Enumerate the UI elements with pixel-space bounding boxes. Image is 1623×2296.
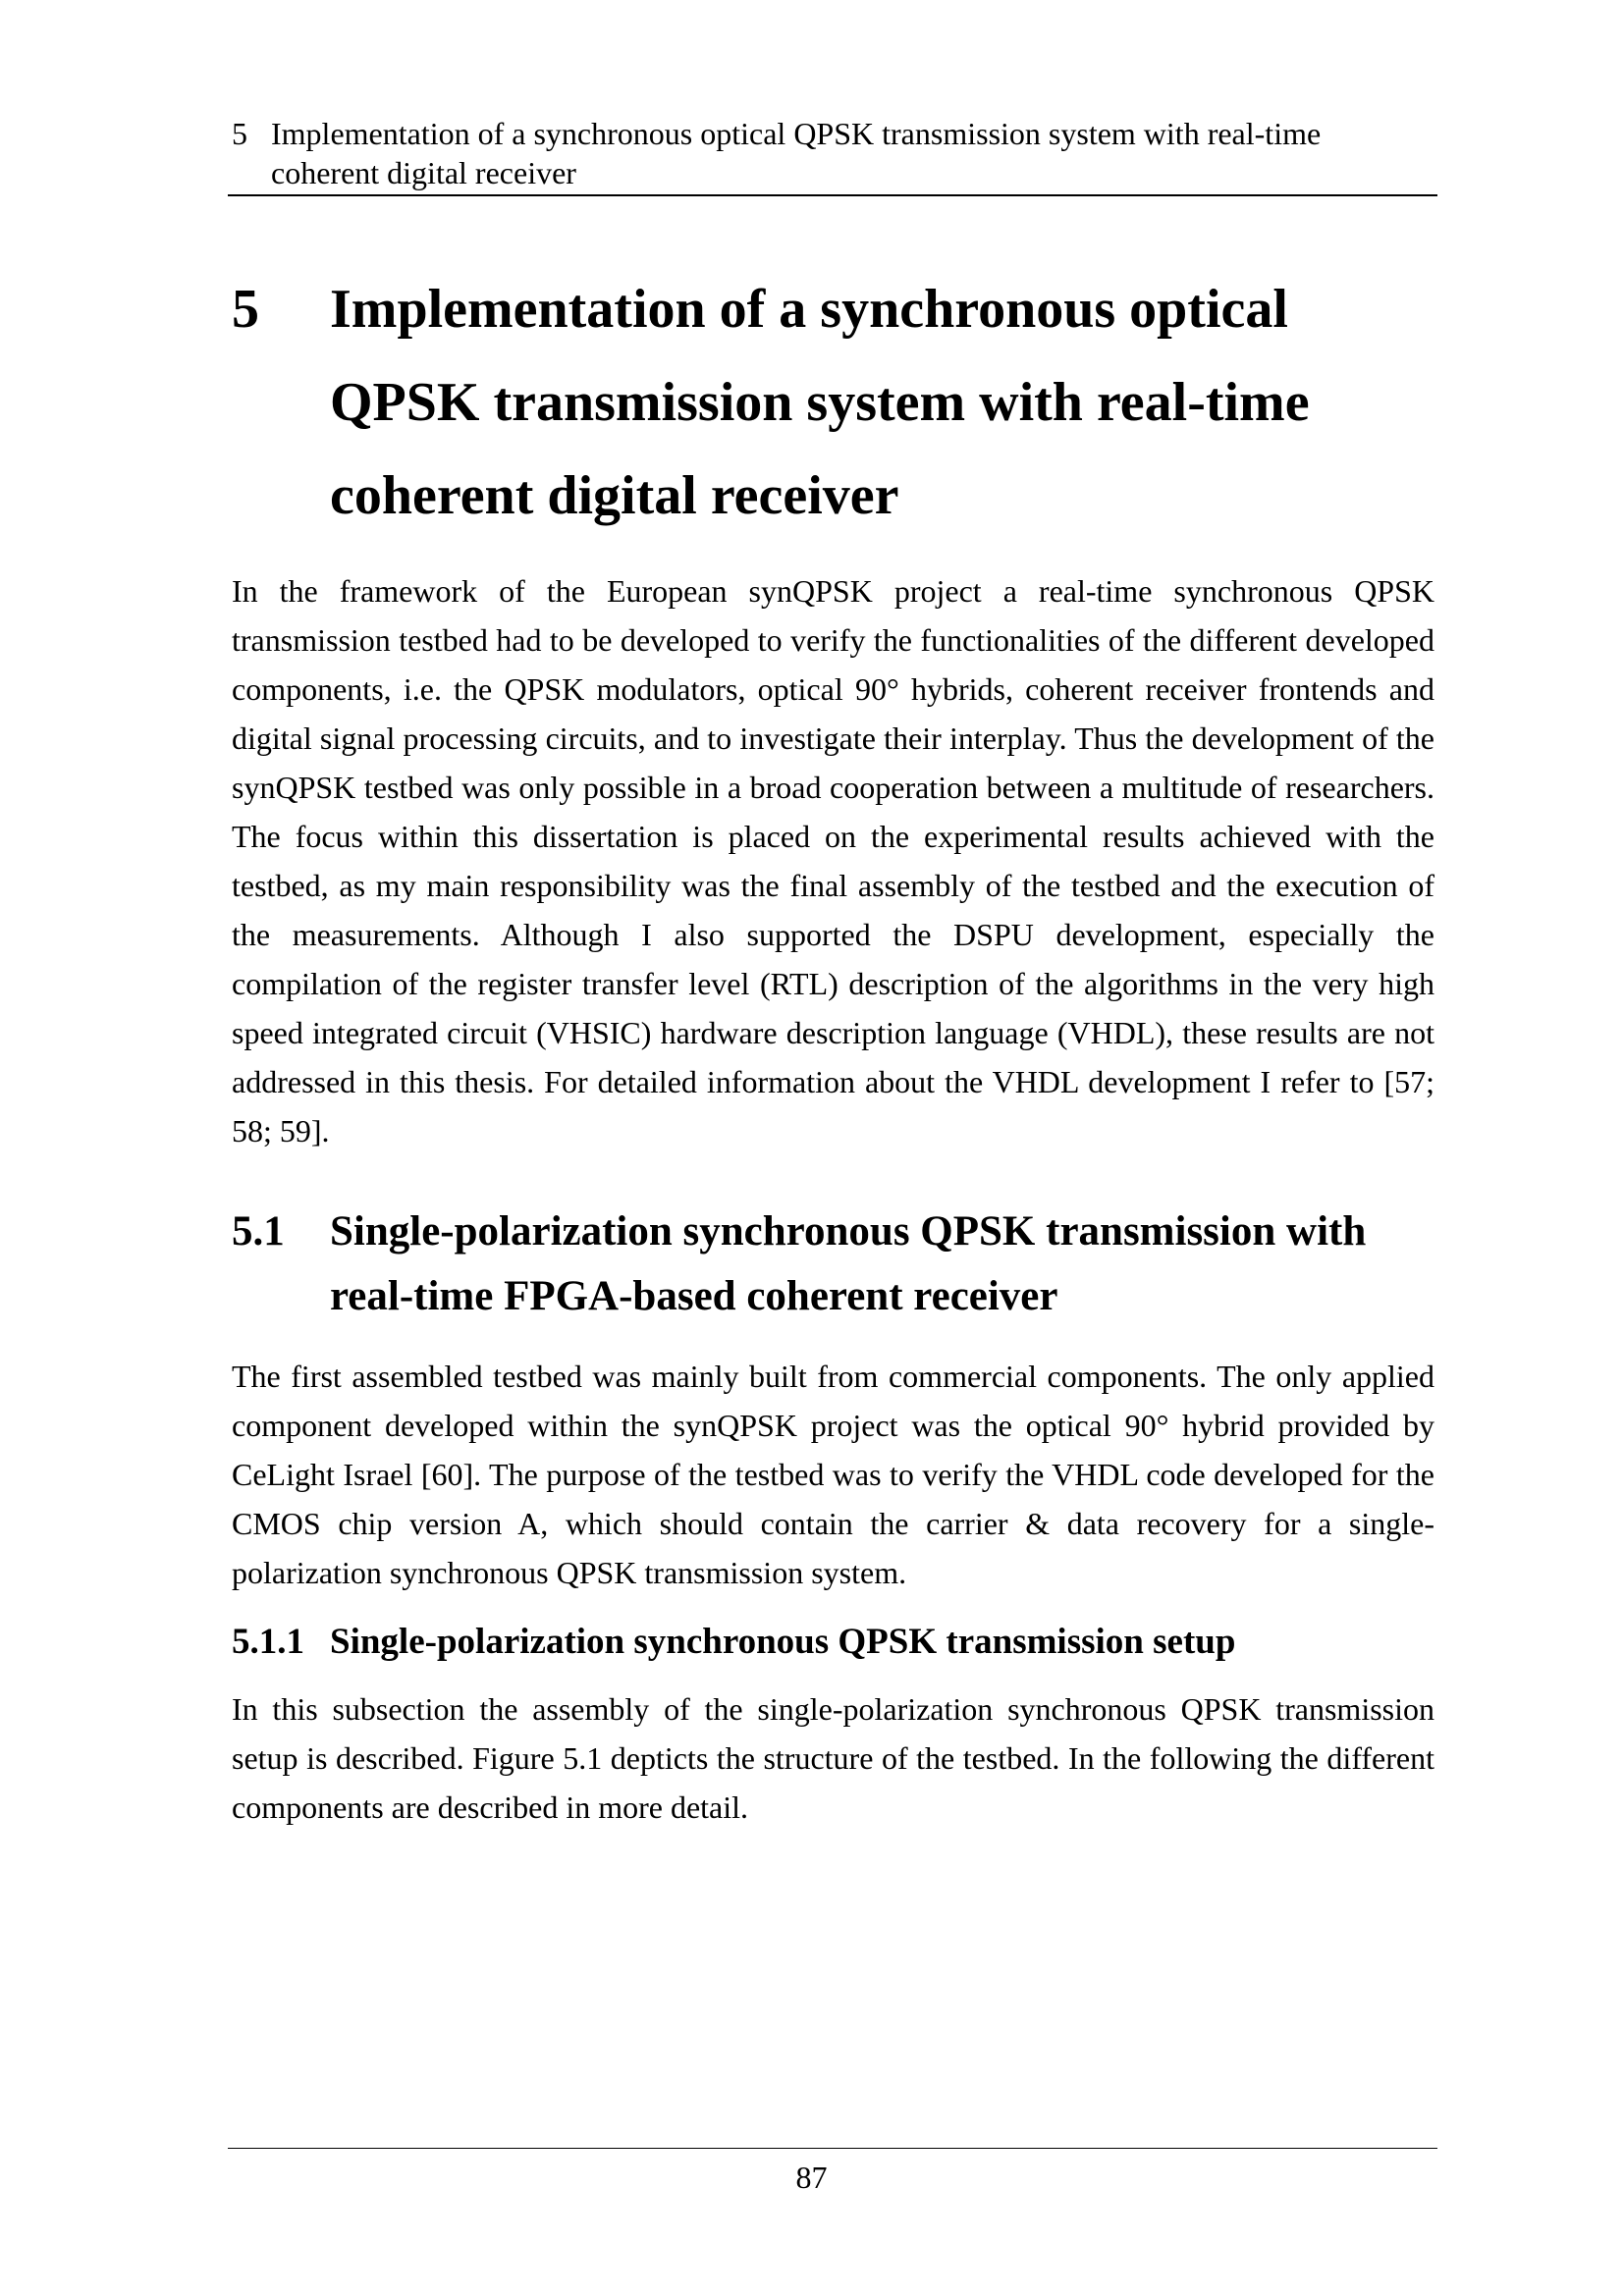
- running-header-line-1: Implementation of a synchronous optical QPSK transmission system with real-time: [271, 116, 1322, 151]
- running-header-line-2: coherent digital receiver: [271, 155, 576, 190]
- subsection-heading: [232, 1618, 1434, 1667]
- chapter-title: Implementation of a synchronous optical QPSK transmission system with real-time coherent digital receiver: [330, 279, 1310, 526]
- section-paragraph: The first assembled testbed was mainly built from commercial components. The only applied component developed within the synQPSK project was the optical 90° hybrid provided by CeLight Israel [60]. The purpose of the testbed was to verify the VHDL code developed for the CMOS chip version A, which should contain the carrier & data recovery for a single-polarization synchronous QPSK transmission system.: [232, 1359, 1434, 1590]
- intro-paragraph: In the framework of the European synQPSK project a real-time synchronous QPSK transmission testbed had to be developed to verify the functionalities of the different developed components, i.e. the QPSK modulators, optical 90° hybrids, coherent receiver frontends and digital signal processing circuits, and to investigate their interplay. Thus the development of the synQPSK testbed was only possible in a broad cooperation between a multitude of researchers. The focus within this dissertation is placed on the experimental results achieved with the testbed, as my main responsibility was the final assembly of the testbed and the execution of the measurements. Although I also supported the DSPU development, especially the compilation of the register transfer level (RTL) description of the algorithms in the very high speed integrated circuit (VHSIC) hardware description language (VHDL), these results are not addressed in this thesis. For detailed information about the VHDL development I refer to [57; 58; 59].: [232, 573, 1434, 1148]
- section-title: Single-polarization synchronous QPSK transmission with real-time FPGA-based coherent receiver: [330, 1208, 1367, 1319]
- page-number: 87: [795, 2160, 828, 2195]
- section-heading: [232, 1200, 1434, 1329]
- footer-rule: [228, 2148, 1437, 2149]
- subsection-number: 5.1.1: [232, 1622, 304, 1662]
- subsection-title: Single-polarization synchronous QPSK transmission setup: [330, 1622, 1236, 1662]
- header-rule: [228, 194, 1437, 196]
- chapter-number: 5: [232, 279, 259, 340]
- section-number: 5.1: [232, 1208, 285, 1255]
- running-header-number: 5: [232, 116, 247, 151]
- subsection-paragraph: In this subsection the assembly of the single-polarization synchronous QPSK transmission setup is described. Figure 5.1 depticts the structure of the testbed. In the following the different components are described in more detail.: [232, 1691, 1434, 1825]
- running-header: [232, 114, 1434, 192]
- chapter-heading: [232, 263, 1434, 543]
